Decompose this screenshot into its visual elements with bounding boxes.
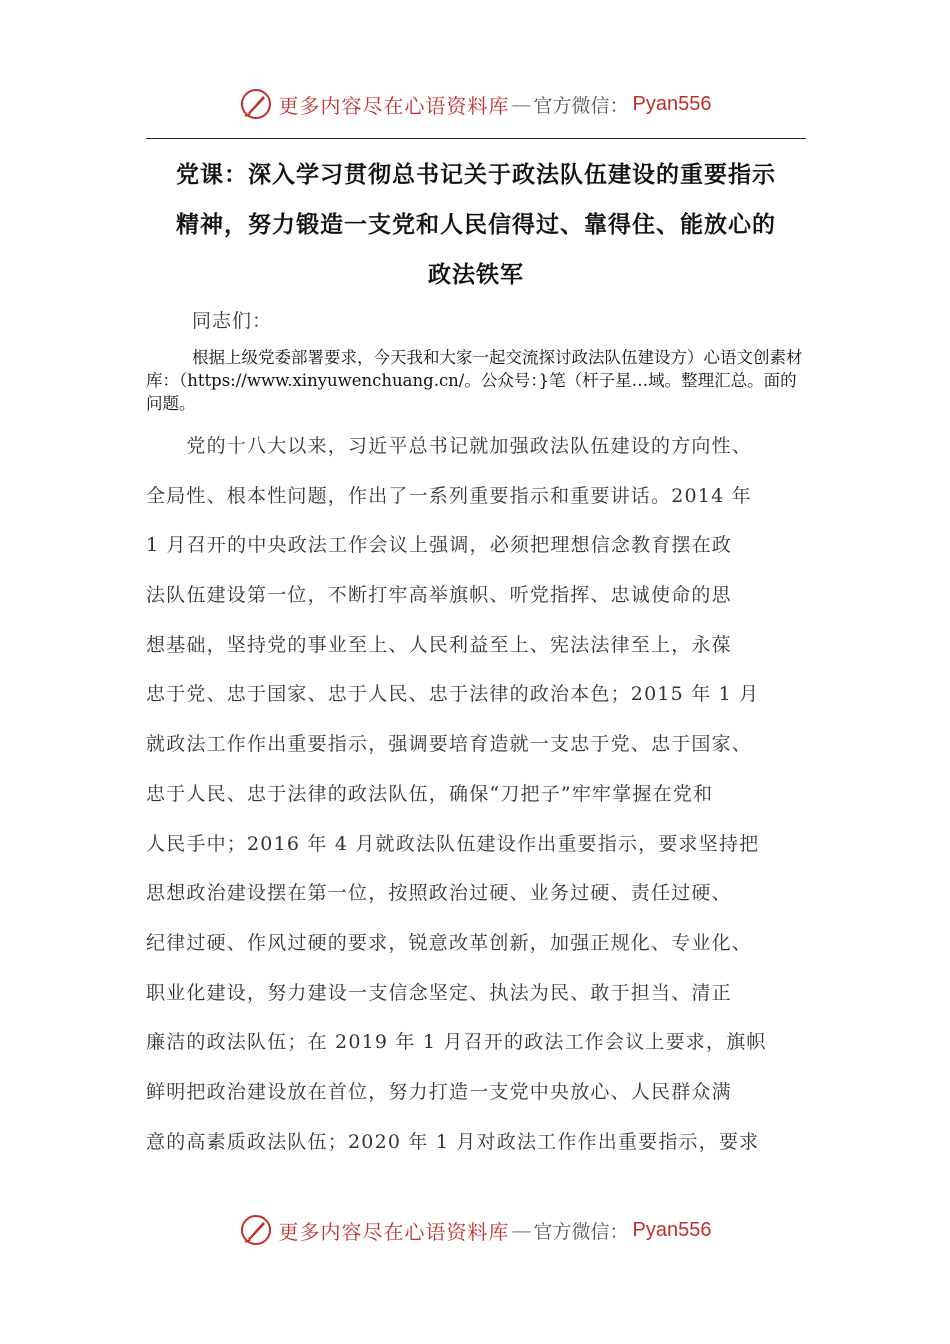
banner-separator: — [511, 1218, 532, 1242]
header-banner [0, 84, 950, 124]
banner-sub-text: 官方微信： [533, 1220, 629, 1243]
body-line: 忠于党、忠于国家、忠于人民、忠于法律的政治本色；2015 年 1 月 [146, 683, 760, 706]
body-line: 想基础，坚持党的事业至上、人民利益至上、宪法法律至上，永葆 [146, 633, 732, 656]
body-line: 纪律过硬、作风过硬的要求，锐意改革创新，加强正规化、专业化、 [146, 931, 753, 954]
body-line: 党的十八大以来，习近平总书记就加强政法队伍建设的方向性、 [146, 435, 753, 457]
quill-logo-icon [239, 87, 273, 121]
banner-sub-text: 官方微信： [533, 94, 629, 117]
salutation: 同志们： [192, 310, 273, 332]
footer-banner [0, 1210, 950, 1250]
quill-logo-icon [239, 1213, 273, 1247]
body-line: 法队伍建设第一位，不断打牢高举旗帜、听党指挥、忠诚使命的思 [146, 584, 732, 607]
banner-wechat-id: Pyan556 [632, 92, 712, 115]
body-line: 意的高素质政法队伍；2020 年 1 月对政法工作作出重要指示，要求 [146, 1130, 760, 1153]
body-line: 鲜明把政治建设放在首位，努力打造一支党中央放心、人民群众满 [146, 1080, 732, 1103]
document-title [146, 150, 806, 300]
body-line: 思想政治建设摆在第一位，按照政治过硬、业务过硬、责任过硬、 [146, 882, 732, 905]
title-line: 党课：深入学习贯彻总书记关于政法队伍建设的重要指示 [176, 162, 776, 188]
body-line: 1 月召开的中央政法工作会议上强调，必须把理想信念教育摆在政 [146, 534, 733, 557]
title-line: 精神，努力锻造一支党和人民信得过、靠得住、能放心的 [176, 212, 776, 238]
banner-separator: — [511, 92, 532, 116]
banner-wechat-id: Pyan556 [632, 1218, 712, 1241]
body-line: 廉洁的政法队伍；在 2019 年 1 月召开的政法工作会议上要求，旗帜 [146, 1031, 767, 1054]
body-line: 职业化建设，努力建设一支信念坚定、执法为民、敢于担当、清正 [146, 981, 732, 1004]
header-divider [146, 138, 806, 139]
body-line: 人民手中；2016 年 4 月就政法队伍建设作出重要指示，要求坚持把 [146, 832, 760, 855]
body-line: 就政法工作作出重要指示，强调要培育造就一支忠于党、忠于国家、 [146, 733, 753, 756]
body-line: 忠于人民、忠于法律的政法队伍，确保“刀把子”牢牢掌握在党和 [146, 782, 714, 805]
title-line: 政法铁军 [428, 262, 524, 288]
banner-main-text: 更多内容尽在心语资料库 [278, 93, 510, 118]
source-note: 根据上级党委部署要求，今天我和大家一起交流探讨政法队伍建设方）心语文创素材库：（https://www.xinyuwenchuang.cn/。公众号：}笔（杆子星…域。整理汇总。面的问题。 [146, 348, 803, 413]
banner-main-text: 更多内容尽在心语资料库 [278, 1219, 510, 1244]
body-paragraph [146, 422, 808, 1167]
body-line: 全局性、根本性问题，作出了一系列重要指示和重要讲话。2014 年 [146, 484, 752, 507]
